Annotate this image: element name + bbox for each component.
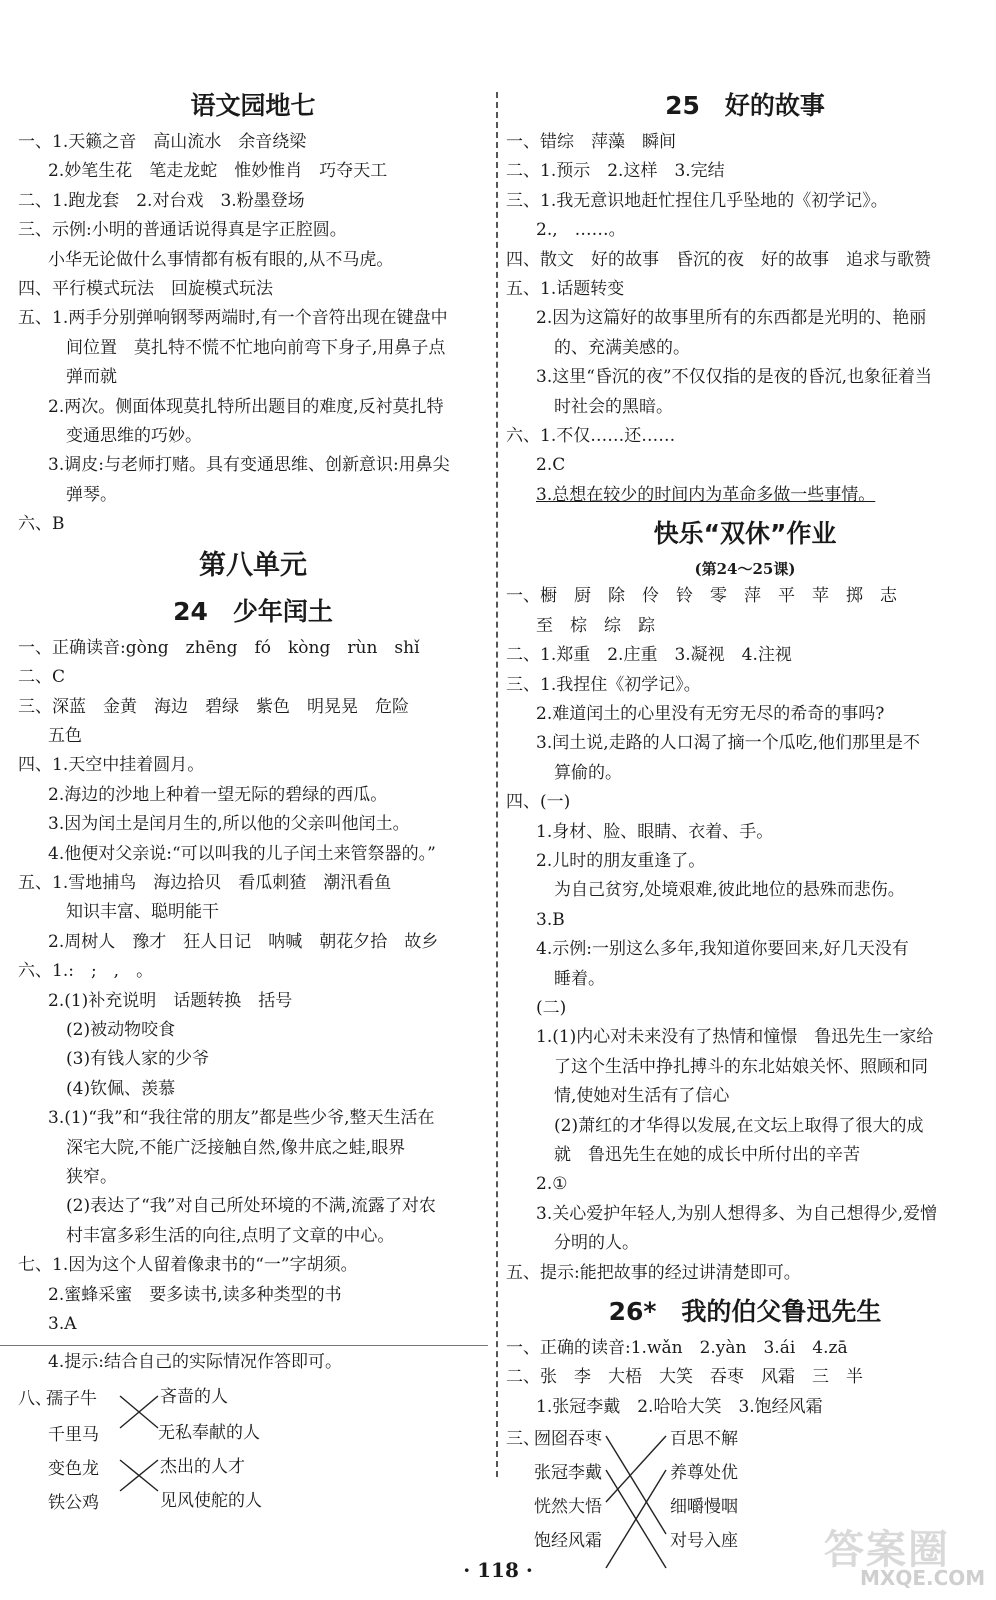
answer-line: 4.示例:一别这么多年,我知道你要回来,好几天没有	[536, 939, 909, 960]
answer-line: 四、平行模式玩法 回旋模式玩法	[18, 279, 273, 300]
answer-line: 三、1.我捏住《初学记》。	[506, 674, 701, 695]
answer-line: 3.B	[536, 909, 565, 930]
answer-line: 的、充满美感的。	[554, 337, 690, 358]
separator-line	[0, 1345, 488, 1346]
matching-diagram-left	[18, 1378, 488, 1528]
match-left-item: 铁公鸡	[48, 1492, 99, 1513]
match-line	[606, 1436, 666, 1502]
answer-line: 间位置 莫扎特不慌不忙地向前弯下身子,用鼻子点	[66, 337, 446, 358]
answer-line: 二、张 李 大梧 大笑 吞枣 风霜 三 半	[506, 1367, 863, 1388]
match-left-item: 张冠李戴	[534, 1463, 602, 1484]
answer-line: 为自己贫穷,处境艰难,彼此地位的悬殊而悲伤。	[554, 880, 905, 901]
answer-line: 4.他便对父亲说:“可以叫我的儿子闰土来管祭器的。”	[48, 843, 436, 864]
match-right-item: 对号入座	[670, 1531, 738, 1552]
answer-line: 2.儿时的朋友重逢了。	[536, 850, 706, 871]
answer-line: 3.总想在较少的时间内为革命多做一些事情。	[536, 484, 876, 505]
answer-line: 二、1.跑龙套 2.对台戏 3.粉墨登场	[18, 190, 305, 211]
answer-line: 六、1.: ; , 。	[18, 961, 154, 982]
match-left-item: 变色龙	[48, 1458, 99, 1479]
answer-line: 2.蜜蜂采蜜 要多读书,读多种类型的书	[48, 1284, 342, 1305]
match-left-item: 囫囵吞枣	[534, 1429, 602, 1450]
right-column	[506, 82, 984, 1572]
answer-line: 五、1.两手分别弹响钢琴两端时,有一个音符出现在键盘中	[18, 308, 448, 329]
answer-line: 一、1.天籁之音 高山流水 余音绕梁	[18, 132, 307, 152]
answer-line: 四、1.天空中挂着圆月。	[18, 755, 205, 776]
answer-line: 时社会的黑暗。	[554, 396, 673, 417]
answer-line: 3.闰土说,走路的人口渴了摘一个瓜吃,他们那里是不	[536, 733, 921, 754]
match-left-item: 恍然大悟	[534, 1497, 602, 1518]
section-title-lesson-24: 24 少年闰土	[173, 596, 333, 626]
watermark-brand: 答案圈	[824, 1527, 950, 1573]
match-label: 三、	[506, 1429, 540, 1450]
answer-line: 了这个生活中挣扎搏斗的东北姑娘关怀、照顾和同	[554, 1056, 928, 1077]
answer-line: 弹琴。	[66, 484, 117, 505]
answer-line: 六、1.不仅……还……	[506, 426, 676, 447]
match-left-item: 千里马	[48, 1424, 99, 1445]
section-title-lesson-25: 25 好的故事	[665, 91, 825, 120]
answer-line: 2.周树人 豫才 狂人日记 呐喊 朝花夕拾 故乡	[48, 931, 439, 952]
answer-line: 四、散文 好的故事 昏沉的夜 好的故事 追求与歌赞	[506, 249, 931, 270]
answer-line: 3.(1)“我”和“我往常的朋友”都是些少爷,整天生活在	[48, 1108, 435, 1129]
answer-line: 算偷的。	[554, 762, 622, 783]
answer-line: 弹而就	[66, 367, 117, 388]
answer-line: 2.(1)补充说明 话题转换 括号	[48, 990, 293, 1011]
answer-line: 一、错综 萍藻 瞬间	[506, 132, 676, 152]
match-right-item: 见风使舵的人	[160, 1490, 262, 1511]
answer-line: 四、(一)	[506, 792, 571, 813]
answer-line: 知识丰富、聪明能干	[66, 902, 219, 923]
answer-line: 二、C	[18, 667, 66, 688]
answer-line: 2., ……。	[536, 220, 626, 241]
answer-line: 至 棕 综 踪	[536, 615, 655, 636]
answer-line: (3)有钱人家的少爷	[66, 1049, 210, 1070]
match-right-item: 吝啬的人	[160, 1386, 228, 1407]
answer-line: 一、正确的读音:1.wǎn 2.yàn 3.ái 4.zā	[506, 1338, 848, 1359]
answer-line: 五、1.雪地捕鸟 海边拾贝 看瓜刺猹 潮汛看鱼	[18, 872, 392, 893]
match-left-item: 饱经风霜	[534, 1531, 602, 1552]
section-title-yuwen-yuandi-7: 语文园地七	[190, 91, 316, 120]
answer-line: 狭窄。	[66, 1167, 117, 1187]
answer-line: (二)	[536, 997, 567, 1018]
answer-line: 六、B	[18, 514, 65, 535]
answer-line: 变通思维的巧妙。	[66, 426, 202, 447]
answer-line: (4)钦佩、羡慕	[66, 1078, 176, 1099]
answer-line: 情,使她对生活有了信心	[554, 1086, 730, 1107]
left-column	[18, 82, 488, 1528]
answer-line: 3.这里“昏沉的夜”不仅仅指的是夜的昏沉,也象征着当	[536, 367, 933, 388]
answer-line: 3.调皮:与老师打赌。具有变通思维、创新意识:用鼻尖	[48, 455, 450, 476]
answer-line: 1.张冠李戴 2.哈哈大笑 3.饱经风霜	[536, 1396, 823, 1417]
answer-line: 一、橱 厨 除 伶 铃 零 萍 平 苹 掷 志	[506, 586, 897, 607]
answer-line: 三、示例:小明的普通话说得真是字正腔圆。	[18, 220, 347, 241]
column-divider	[496, 92, 498, 1477]
answer-line: 2.海边的沙地上种着一望无际的碧绿的西瓜。	[48, 784, 388, 805]
answer-line: 2.难道闰土的心里没有无穷无尽的希奇的事吗?	[536, 703, 885, 724]
answer-line: 小华无论做什么事情都有板有眼的,从不马虎。	[48, 249, 394, 270]
unit-title: 第八单元	[199, 549, 307, 581]
answer-line: 3.因为闰土是闰月生的,所以他的父亲叫他闰土。	[48, 814, 410, 835]
answer-line: (2)萧红的才华得以发展,在文坛上取得了很大的成	[554, 1115, 924, 1136]
section-title-lesson-26: 26* 我的伯父鲁迅先生	[608, 1297, 882, 1327]
answer-line: 2.两次。侧面体现莫扎特所出题目的难度,反衬莫扎特	[48, 396, 444, 417]
answer-line: 三、深蓝 金黄 海边 碧绿 紫色 明晃晃 危险	[18, 696, 409, 717]
match-right-item: 细嚼慢咽	[670, 1497, 738, 1518]
watermark-url: MXQE.COM	[860, 1566, 986, 1590]
answer-line: 4.提示:结合自己的实际情况作答即可。	[48, 1352, 342, 1373]
section-title-weekend-homework: 快乐“双休”作业	[653, 519, 837, 549]
answer-line: 五色	[48, 725, 82, 746]
answer-line: 1.身材、脸、眼睛、衣着、手。	[536, 821, 774, 842]
answer-line: 就 鲁迅先生在她的成长中所付出的辛苦	[554, 1145, 860, 1165]
answer-line: 1.(1)内心对未来没有了热情和憧憬 鲁迅先生一家给	[536, 1027, 934, 1048]
answer-line: 3.A	[48, 1314, 77, 1335]
answer-line: 五、提示:能把故事的经过讲清楚即可。	[506, 1262, 801, 1283]
answer-line: 一、正确读音:gòng zhēng fó kòng rùn shǐ	[18, 637, 420, 658]
answer-line: 深宅大院,不能广泛接触自然,像井底之蛙,眼界	[66, 1137, 406, 1158]
answer-line: 分明的人。	[554, 1233, 639, 1254]
answer-line: 2.C	[536, 455, 566, 476]
match-right-item: 百思不解	[670, 1429, 738, 1450]
section-subtitle: (第24～25课)	[694, 560, 796, 579]
answer-line: 二、1.预示 2.这样 3.完结	[506, 161, 725, 182]
match-right-item: 养尊处优	[670, 1463, 738, 1484]
answer-line: 睡着。	[554, 968, 605, 989]
page-number: · 118 ·	[463, 1558, 533, 1582]
answer-line: (2)表达了“我”对自己所处环境的不满,流露了对农	[66, 1196, 436, 1217]
answer-line: (2)被动物咬食	[66, 1019, 176, 1040]
answer-line: 五、1.话题转变	[506, 279, 625, 300]
answer-line: 3.关心爱护年轻人,为别人想得多、为自己想得少,爱憎	[536, 1203, 938, 1224]
watermark-logo	[820, 1518, 990, 1594]
match-right-item: 无私奉献的人	[158, 1422, 260, 1443]
match-right-item: 杰出的人才	[160, 1456, 245, 1477]
answer-line: 2.①	[536, 1174, 568, 1195]
match-left-item: 孺子牛	[46, 1388, 97, 1409]
answer-line: 2.妙笔生花 笔走龙蛇 惟妙惟肖 巧夺天工	[48, 161, 388, 182]
answer-line: 二、1.郑重 2.庄重 3.凝视 4.注视	[506, 645, 792, 666]
answer-line: 2.因为这篇好的故事里所有的东西都是光明的、艳丽	[536, 308, 927, 329]
answer-line: 三、1.我无意识地赶忙捏住几乎坠地的《初学记》。	[506, 190, 888, 211]
answer-line: 七、1.因为这个人留着像隶书的“一”字胡须。	[18, 1255, 358, 1276]
answer-line: 村丰富多彩生活的向往,点明了文章的中心。	[66, 1225, 395, 1246]
match-label: 八、	[18, 1388, 52, 1409]
